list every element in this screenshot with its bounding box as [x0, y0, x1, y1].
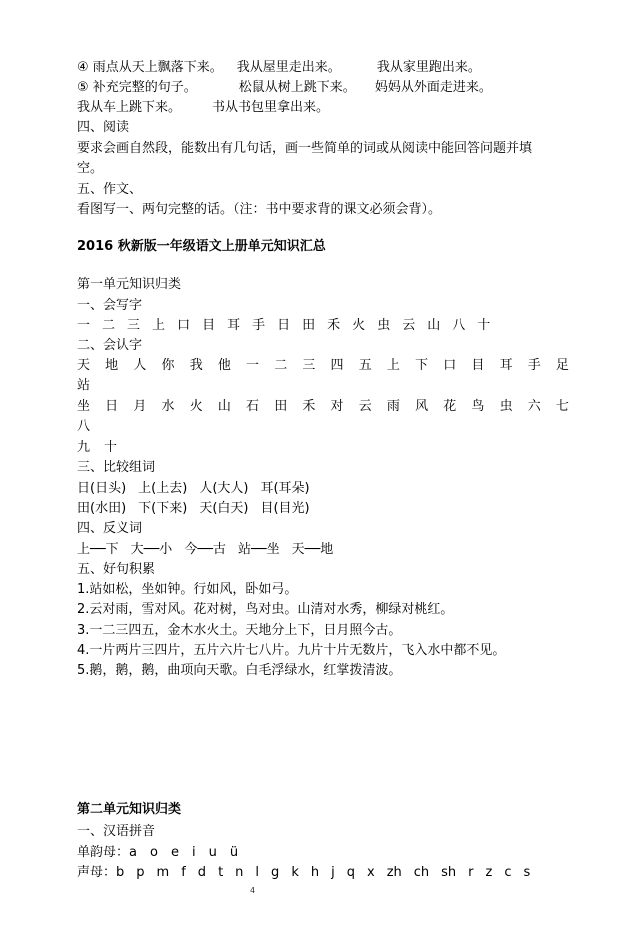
write-char: 禾	[327, 318, 341, 333]
good-sentence: 3.一二三四五，金木水火土。天地分上下，日月照今古。	[77, 623, 402, 638]
recognize-char: 禾	[302, 399, 316, 414]
document-title: 2016 秋新版一年级语文上册单元知识汇总	[77, 239, 326, 254]
sentence-item: 我从家里跑出来。	[376, 60, 481, 75]
antonym-pair: 大──小	[130, 542, 173, 557]
write-char: 三	[127, 318, 141, 333]
initials-label: 声母：	[77, 865, 117, 880]
write-char: 云	[402, 318, 416, 333]
initial-letter: ch	[413, 865, 430, 880]
antonym-pair: 天──地	[291, 542, 334, 557]
recognize-char: 耳	[499, 358, 513, 373]
good-sentence: 2.云对雨，雪对风。花对树，鸟对虫。山清对水秀，柳绿对桃红。	[77, 602, 454, 617]
antonym-row	[77, 540, 333, 560]
write-char: 虫	[377, 318, 391, 333]
recognize-char: 日	[105, 399, 119, 414]
recognize-heading: 二、会认字	[77, 338, 143, 353]
recognize-char: 火	[189, 399, 203, 414]
recognize-char: 坐	[77, 399, 91, 414]
final-letter: i	[191, 845, 196, 860]
recognize-char: 一	[246, 358, 260, 373]
recognize-char: 足	[555, 358, 569, 373]
initials-row	[77, 863, 530, 883]
write-char: 田	[302, 318, 316, 333]
recognize-char: 目	[471, 358, 485, 373]
recognize-chars-row-3	[77, 438, 117, 458]
initial-letter: z	[485, 865, 493, 880]
antonym-pair: 上──下	[77, 542, 119, 557]
recognize-char: 五	[358, 358, 372, 373]
recognize-chars-row-2	[77, 397, 569, 417]
sentence-line-3	[77, 98, 329, 118]
write-char: 二	[102, 318, 116, 333]
recognize-char: 三	[302, 358, 316, 373]
recognize-char: 七	[555, 399, 569, 414]
recognize-char: 风	[415, 399, 429, 414]
antonym-pair: 今──古	[184, 542, 226, 557]
recognize-char: 下	[415, 358, 429, 373]
write-chars-heading: 一、会写字	[77, 298, 143, 313]
initial-letter: s	[523, 865, 531, 880]
compare-row-1	[77, 479, 310, 499]
recognize-char: 十	[104, 440, 118, 455]
final-letter: ü	[229, 845, 239, 860]
good-sentence: 5.鹅，鹅，鹅，曲项向天歌。白毛浮绿水，红掌拨清波。	[77, 663, 402, 678]
initial-letter: k	[291, 865, 299, 880]
sentence-item: 妈妈从外面走进来。	[374, 80, 492, 95]
sentence-item: 我从车上跳下来。	[77, 100, 182, 115]
write-char: 山	[427, 318, 441, 333]
sentence-item: 松鼠从树上跳下来。	[238, 80, 356, 95]
recognize-char: 六	[527, 399, 541, 414]
final-letter: a	[129, 845, 137, 860]
reading-text-wrap: 空。	[77, 161, 104, 176]
compare-item: 目(目光)	[260, 501, 310, 516]
reading-heading: 四、阅读	[77, 120, 130, 135]
recognize-char: 口	[443, 358, 457, 373]
recognize-char: 他	[217, 358, 231, 373]
unit1-heading: 第一单元知识归类	[77, 277, 182, 292]
initial-letter: m	[156, 865, 170, 880]
recognize-char: 我	[189, 358, 203, 373]
recognize-char: 石	[246, 399, 260, 414]
write-char: 耳	[227, 318, 241, 333]
sentence-item: 我从屋里走出来。	[236, 60, 341, 75]
recognize-row2-wrap: 八	[77, 419, 91, 434]
recognize-char: 天	[77, 358, 91, 373]
initial-letter: d	[197, 865, 207, 880]
initial-letter: g	[271, 865, 280, 880]
writing-heading: 五、作文、	[77, 182, 143, 197]
final-letter: u	[208, 845, 217, 860]
initial-letter: t	[218, 865, 224, 880]
sentence-line-2	[77, 78, 492, 98]
initial-letter: n	[235, 865, 244, 880]
recognize-char: 地	[105, 358, 119, 373]
initial-letter: r	[468, 865, 474, 880]
initial-letter: l	[255, 865, 260, 880]
recognize-char: 四	[330, 358, 344, 373]
antonym-heading: 四、反义词	[77, 521, 143, 536]
write-char: 目	[202, 318, 216, 333]
recognize-char: 雨	[386, 399, 400, 414]
recognize-row1-wrap: 站	[77, 378, 91, 393]
write-char: 上	[152, 318, 166, 333]
recognize-char: 对	[330, 399, 344, 414]
good-sentence: 1.站如松，坐如钟。行如风，卧如弓。	[77, 582, 298, 597]
compare-row-2	[77, 499, 310, 519]
write-char: 火	[352, 318, 366, 333]
antonym-pair: 站──坐	[237, 542, 280, 557]
compare-item: 天(白天)	[199, 501, 249, 516]
compare-item: 日(日头)	[77, 481, 127, 496]
page-number: 4	[250, 886, 256, 895]
initial-letter: c	[504, 865, 512, 880]
recognize-char: 人	[133, 358, 147, 373]
initial-letter: p	[136, 865, 145, 880]
recognize-char: 山	[217, 399, 231, 414]
recognize-char: 二	[274, 358, 288, 373]
initial-letter: zh	[386, 865, 402, 880]
recognize-char: 月	[133, 399, 147, 414]
initial-letter: sh	[441, 865, 457, 880]
recognize-char: 九	[77, 440, 91, 455]
finals-row	[77, 843, 238, 863]
write-char: 十	[477, 318, 491, 333]
reading-text: 要求会画自然段，能数出有几句话，画一些简单的词或从阅读中能回答问题并填	[77, 141, 533, 156]
recognize-char: 水	[161, 399, 175, 414]
recognize-char: 田	[274, 399, 288, 414]
compare-item: 下(下来)	[138, 501, 188, 516]
sentences-heading: 五、好句积累	[77, 562, 156, 577]
writing-text: 看图写一、两句完整的话。（注：书中要求背的课文必须会背）。	[77, 202, 442, 217]
recognize-char: 上	[386, 358, 400, 373]
recognize-char: 云	[358, 399, 372, 414]
good-sentence: 4.一片两片三四片，五片六片七八片。九片十片无数片，飞入水中都不见。	[77, 643, 506, 658]
initial-letter: b	[116, 865, 125, 880]
write-char: 口	[177, 318, 191, 333]
sentence-item: ⑤ 补充完整的句子。	[77, 80, 197, 95]
unit2-heading: 第二单元知识归类	[77, 802, 182, 817]
initial-letter: f	[181, 865, 186, 880]
write-char: 一	[77, 318, 91, 333]
recognize-chars-row-1	[77, 356, 569, 376]
initial-letter: x	[366, 865, 375, 880]
sentence-item: ④ 雨点从天上飘落下来。	[77, 60, 223, 75]
sentence-item: 书从书包里拿出来。	[212, 100, 330, 115]
recognize-char: 你	[161, 358, 175, 373]
write-char: 手	[252, 318, 266, 333]
finals-label: 单韵母：	[77, 845, 130, 860]
write-chars-row	[77, 316, 490, 336]
compare-item: 田(水田)	[77, 501, 127, 516]
recognize-char: 虫	[499, 399, 513, 414]
recognize-char: 手	[527, 358, 541, 373]
initial-letter: j	[331, 865, 335, 880]
recognize-char: 鸟	[471, 399, 485, 414]
final-letter: o	[149, 845, 158, 860]
write-char: 八	[452, 318, 466, 333]
final-letter: e	[170, 845, 179, 860]
compare-item: 上(上去)	[138, 481, 188, 496]
compare-item: 耳(耳朵)	[260, 481, 310, 496]
sentence-line-1	[77, 58, 481, 78]
compare-item: 人(大人)	[199, 481, 249, 496]
initial-letter: q	[346, 865, 355, 880]
compare-heading: 三、比较组词	[77, 460, 156, 475]
initial-letter: h	[310, 865, 320, 880]
pinyin-heading: 一、汉语拼音	[77, 824, 156, 839]
write-char: 日	[277, 318, 291, 333]
recognize-char: 花	[443, 399, 457, 414]
